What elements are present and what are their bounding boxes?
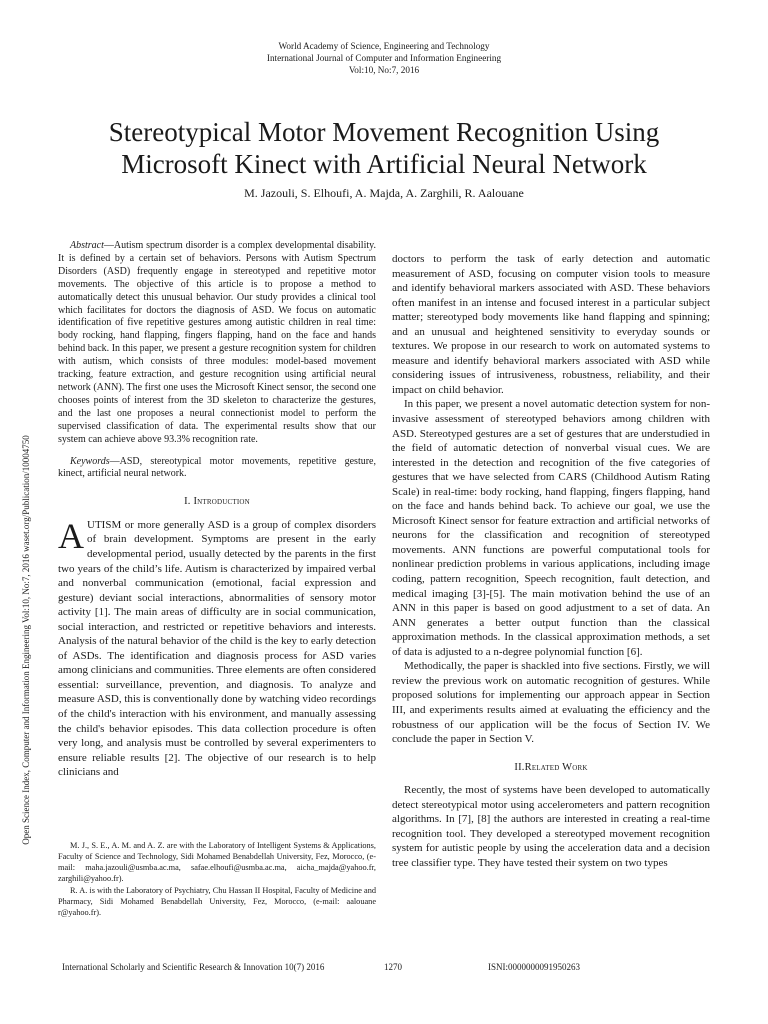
left-column: [58, 240, 376, 780]
section-heading-related-work: [392, 761, 710, 776]
keywords: [58, 456, 376, 482]
right-column: [392, 252, 710, 870]
abstract-text: —Autism spectrum disorder is a complex developmental disability. It is defined by a certain set of behaviors. Persons with Autism Spectrum Disorders (ASD) frequently engage in stereotyped and repetitive motor movements. The objective of this article is to propose a method to automatically detect this unusual behavior. Our study provides a clinical tool which facilitates for doctors the diagnosis of ASD. We focus on automatic identification of five repetitive gestures among autistic children in real time: body rocking, hand flapping, fingers flapping, hand on the face and hands behind back. In this paper, we present a gesture recognition system for children with autism, which consists of three modules: model-based movement tracking, feature extraction, and gesture recognition using artificial neural network (ANN). The first one uses the Microsoft Kinect sensor, the second one chooses points of interest from the 3D skeleton to characterize the gestures, and the last one proposes a neural connectionist model to perform the supervised classification of data. The experimental results show that our system can achieve above 93.3% recognition rate.: [58, 240, 376, 445]
title-line-1: Stereotypical Motor Movement Recognition Using: [108, 117, 660, 147]
intro-continued-paragraph: doctors to perform the task of early detection and automatic measurement of ASD, focusing on computer vision tools to measure and identify behavioral markers associated with ASD. These behaviors often manifest in an intense and focused interest in a particular subject matter; stereotyped body movements like hand flapping and spinning; and an unusual and heightened sensitivity to everyday sounds or textures. We propose in our research to work on automated systems to measure and identify behavioral markers associated with ASD while considering issues of intrusiveness, robustness, reliability, and their impact on child behavior.: [392, 253, 710, 396]
author-list: M. Jazouli, S. Elhoufi, A. Majda, A. Zarghili, R. Aalouane: [244, 186, 524, 200]
footer-publisher: International Scholarly and Scientific Research & Innovation 10(7) 2016: [62, 962, 325, 972]
abstract-label: Abstract: [70, 240, 104, 251]
section-1-number: I.: [184, 496, 191, 508]
footnote-2: R. A. is with the Laboratory of Psychiatry, Chu Hassan II Hospital, Faculty of Medicine and Pharmacy, Sidi Mohamed Benabdellah University, Fez, Morocco, (e-mail: aalouane r@yahoo.fr).: [58, 886, 376, 917]
side-index-text: Open Science Index, Computer and Information Engineering Vol:10, No:7, 2016 waset.org/Publication/10004750: [21, 435, 31, 845]
intro-text: UTISM or more generally ASD is a group of complex disorders of brain development. Symptoms are present in the early developmental period, usually detected by the parents in the first two years of the child’s life. Autism is characterized by impaired verbal and nonverbal communication (emotional, facial expression and gesture) deviant social interactions, abnormalities of sensory motor activity [1]. The main areas of difficulty are in social communication, social interaction, and restricted or repetitive behaviors and interests. Analysis of the natural behavior of the child is the key to early detection of ASDs. The identification and diagnosis process for ASD varies among clinicians and communities. Three elements are often considered essential: surveillance, prevention, and diagnosis. To analyze and measure ASD, this is conventionally done by watching video recordings of the child's interaction with his environment, and manually assessing the child's behavior episodes. This data collection procedure is often very long, and analysis must be controlled by several experimenters to ensure reliable results [2]. The objective of our research is to help clinicians and: [58, 518, 376, 779]
abstract: [58, 240, 376, 447]
section-1-title: Introduction: [193, 496, 250, 508]
section-2-title: Related Work: [524, 761, 588, 773]
intro-paragraph-3: Methodically, the paper is shackled into five sections. Firstly, we will review the previous work on automatic recognition of gestures. While proposed solutions for implementing our approach appear in Section III, and experiments results aimed at evaluating the efficiency and the robustness of our application will be the focus of Section IV. We conclude the paper in Section V.: [392, 660, 710, 746]
footnote-1: M. J., S. E., A. M. and A. Z. are with the Laboratory of Intelligent Systems & Applications, Faculty of Science and Technology, Sidi Mohamed Benabdellah University, Fez, Morocco, (e-mail: maha.jazouli@usmba.ac.ma, safae.elhoufi@usmba.ac.ma, aicha_majda@yahoo.fr, zarghili@yahoo.fr).: [58, 841, 376, 883]
intro-paragraph-2: In this paper, we present a novel automatic detection system for non-invasive assessment of stereotyped behaviors among children with ASD. Stereotyped gestures are a set of gestures that are understudied in the field of automatic detection of nonverbal visual cues. We are interested in the detection and recognition of the five categories of gestures that we have selected from CARS (Childhood Autism Rating Scale) in real-time: body rocking, hand flapping, fingers flapping, hand on the face and hands behind back. To achieve our goal, we use the Microsoft Kinect sensor for feature extraction and artificial networks of neurons for the classification and recognition of stereotyped movements. ANN functions are powerful computational tools for nonlinear prediction problems in various applications, including image coding, pattern recognition, Speech recognition, fault detection, and medical imaging [3]-[5]. The main motivation behind the use of an ANN in this paper is based on good adjustment to a set of data. An ANN generates a better output function than the classical approximation methods. In the classical approximation methods, a set of data is adjusted to a n-degree polynomial function [6].: [392, 398, 710, 658]
header-volume: Vol:10, No:7, 2016: [348, 65, 420, 75]
intro-paragraph: [58, 515, 376, 780]
header-journal: International Journal of Computer and Information Engineering: [266, 53, 502, 63]
paper-title: [40, 116, 728, 180]
section-2-number: II.: [514, 761, 525, 773]
author-footnotes: [58, 840, 376, 919]
keywords-label: Keywords: [70, 455, 110, 467]
footer-page-number: 1270: [384, 962, 402, 972]
keywords-text: —ASD, stereotypical motor movements, repetitive gesture, kinect, artificial neural network.: [58, 455, 376, 480]
related-work-paragraph: Recently, the most of systems have been developed to automatically detect stereotypical motor using accelerometers and pattern recognition algorithms. In [7], [8] the authors are interested in creating a real-time recognition tool. They developed a stereotyped movement recognition system for autistic people by using the acceleration data and a decision tree classifier type. They have tested their system on two types: [392, 784, 710, 869]
drop-cap: A: [58, 515, 84, 556]
footer-isni: ISNI:0000000091950263: [488, 962, 580, 972]
section-heading-introduction: [58, 495, 376, 510]
header-publisher: World Academy of Science, Engineering and Technology: [278, 41, 490, 51]
title-line-2: Microsoft Kinect with Artificial Neural Network: [121, 149, 647, 179]
journal-header: [0, 40, 768, 76]
